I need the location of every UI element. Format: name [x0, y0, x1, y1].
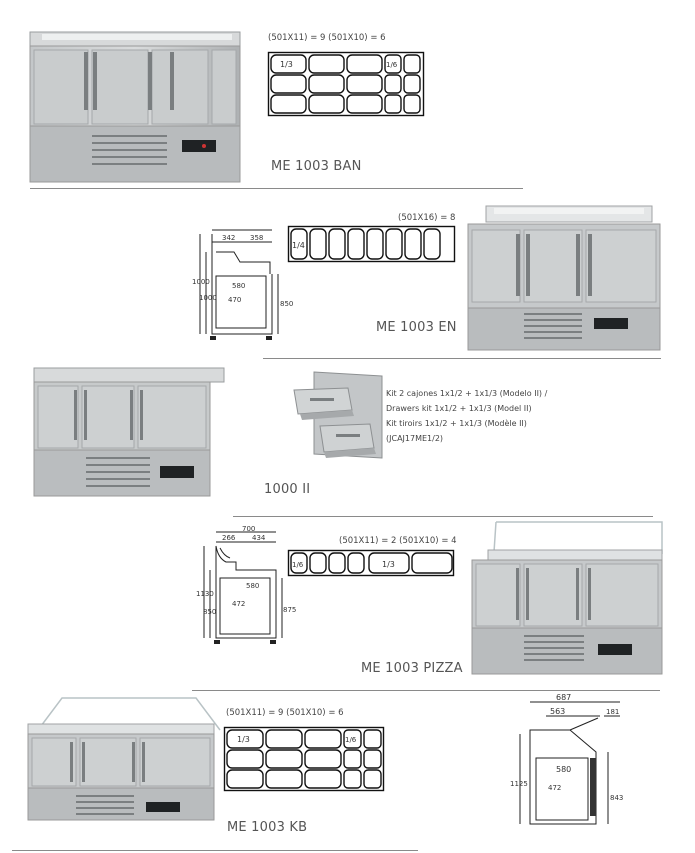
divider	[233, 516, 653, 517]
dim-label: 470	[228, 296, 242, 304]
fridge-image-1000ii	[32, 362, 226, 502]
fridge-image-pizza	[466, 520, 666, 680]
tray-label: 1/6	[386, 61, 398, 69]
tray-label: 1/3	[382, 560, 395, 569]
model-name-ban: ME 1003 BAN	[271, 159, 362, 174]
dim-label: 1000	[199, 294, 217, 302]
dim-label: 687	[556, 693, 572, 702]
divider	[192, 690, 660, 691]
formula-en: (501X16) = 8	[398, 213, 456, 223]
dim-label: 472	[548, 784, 562, 792]
dim-label: 266	[222, 534, 236, 542]
tray-label: 1/3	[237, 735, 250, 744]
fridge-image-kb	[24, 694, 220, 824]
model-name-en: ME 1003 EN	[376, 320, 457, 335]
tray-label: 1/3	[280, 60, 293, 69]
formula-kb: (501X11) = 9 (501X10) = 6	[226, 708, 344, 718]
dimension-drawing-en	[192, 222, 292, 344]
dim-label: 580	[246, 582, 260, 590]
tray-label: 1/6	[345, 736, 357, 744]
kit-line: Kit 2 cajones 1x1/2 + 1x1/3 (Modelo II) /	[386, 389, 548, 398]
dim-label: 700	[242, 525, 256, 533]
kit-line: Kit tiroirs 1x1/2 + 1x1/3 (Modèle II)	[386, 419, 527, 428]
dim-label: 434	[252, 534, 266, 542]
tray-label: 1/4	[292, 241, 305, 250]
gastronorm-layout-kb	[224, 727, 384, 796]
dim-label: 875	[283, 606, 297, 614]
dim-label: 358	[250, 234, 264, 242]
dim-label: 472	[232, 600, 246, 608]
dim-label: 342	[222, 234, 236, 242]
divider	[12, 850, 418, 851]
gastronorm-layout-ban	[268, 52, 424, 121]
dim-label: 850	[280, 300, 294, 308]
gastronorm-layout-en	[288, 226, 455, 267]
formula-ban: (501X11) = 9 (501X10) = 6	[268, 33, 386, 43]
kit-line: (JCAJ17ME1/2)	[386, 434, 444, 443]
model-name-1000ii: 1000 II	[264, 482, 311, 497]
kit-line: Drawers kit 1x1/2 + 1x1/3 (Model II)	[386, 404, 532, 413]
tray-label: 1/6	[292, 561, 304, 569]
dimension-drawing-kb	[500, 694, 626, 834]
model-name-pizza: ME 1003 PIZZA	[361, 661, 463, 676]
divider	[30, 188, 523, 189]
model-name-kb: ME 1003 KB	[227, 820, 308, 835]
gastronorm-layout-pizza	[288, 550, 454, 581]
dim-label: 563	[550, 707, 566, 716]
fridge-image-en	[464, 202, 664, 354]
formula-pizza: (501X11) = 2 (501X10) = 4	[339, 536, 457, 546]
fridge-image-ban	[22, 28, 248, 186]
dim-label: 1125	[510, 780, 528, 788]
dim-label: 1130	[196, 590, 214, 598]
dim-label: 850	[203, 608, 217, 616]
dimension-drawing-pizza	[196, 525, 297, 648]
divider	[263, 358, 661, 359]
drawers-kit-description	[386, 386, 547, 446]
dim-label: 843	[610, 794, 624, 802]
dim-label: 181	[606, 708, 620, 716]
dim-label: 580	[232, 282, 246, 290]
dim-label: 580	[556, 765, 572, 774]
drawers-kit-image	[290, 368, 386, 464]
dim-label: 1000	[192, 278, 210, 286]
